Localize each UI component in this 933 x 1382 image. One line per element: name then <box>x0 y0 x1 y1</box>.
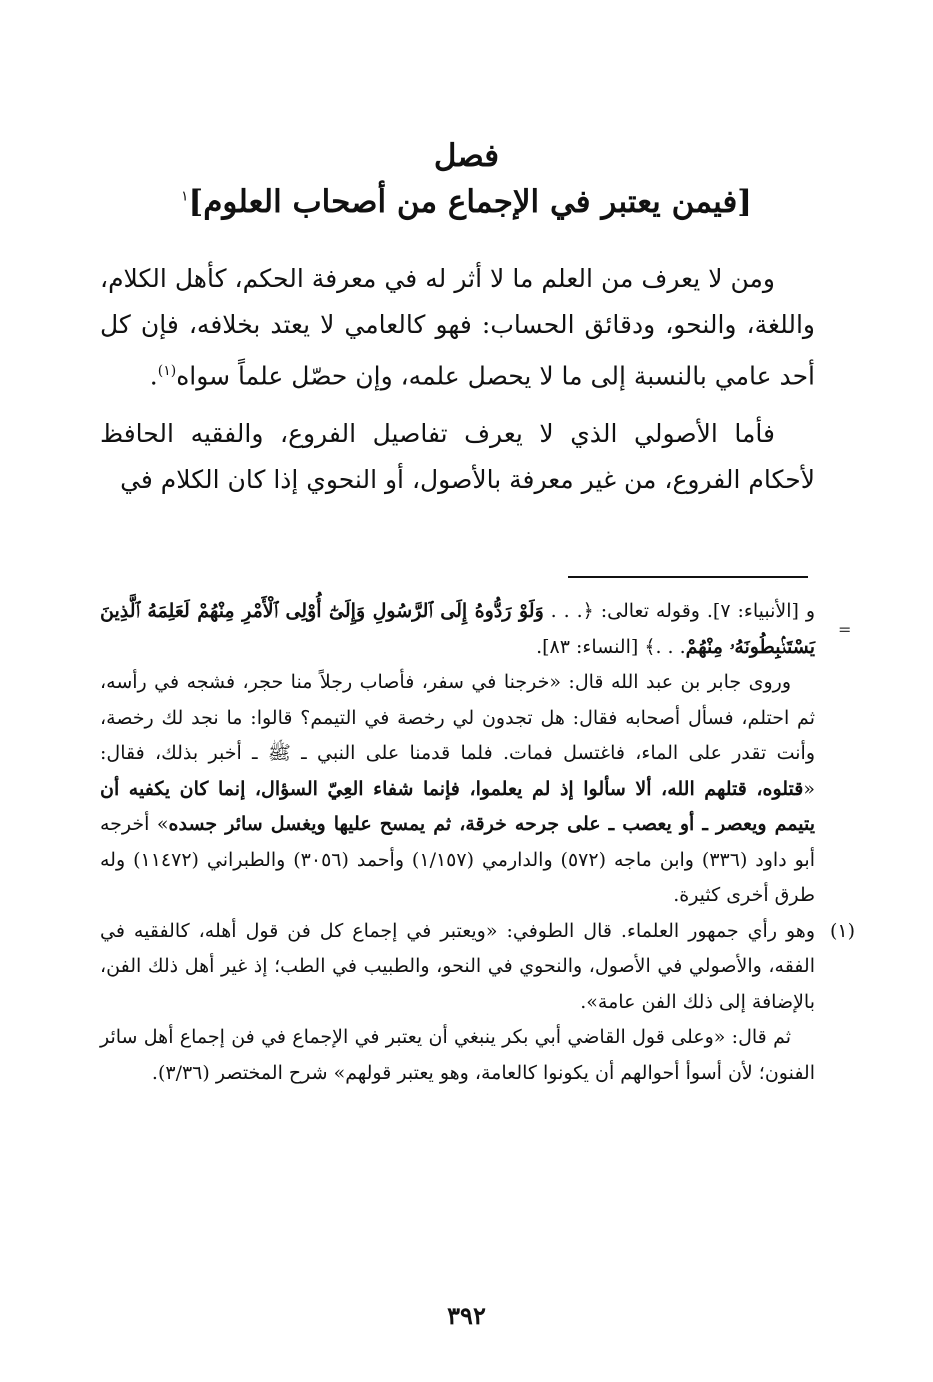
page-number: ٣٩٢ <box>447 1301 486 1330</box>
chapter-title: فصل <box>433 138 500 174</box>
footnote-hadith <box>100 665 815 914</box>
footnote-separator <box>568 576 808 578</box>
paragraph-1-end: . <box>149 361 158 391</box>
quran-verse: وَلَوْ رَدُّوهُ إِلَى ٱلرَّسُولِ وَإِلَىٰٓ أُوْلِى ٱلْأَمْرِ مِنْهُمْ لَعَلِمَهُ ٱلَّذِينَ يَسْتَنۢبِطُونَهُۥ مِنْهُمْ <box>100 600 815 658</box>
footnote-1-text: وهو رأي جمهور العلماء. قال الطوفي: «ويعتبر في إجماع كل فن قول أهله، كالفقيه في الفقه، والأصولي في الأصول، والنحوي في النحو، والطبيب في الطب؛ إذ غير أهل ذلك الفن، بالإضافة إلى ذلك الفن عامة». <box>100 919 815 1013</box>
paragraph-1-text: ومن لا يعرف من العلم ما لا أثر له في معرفة الحكم، كأهل الكلام، واللغة، والنحو، ودقائق الحساب: فهو كالعامي لا يعتد بخلافه، فإن كل أحد عامي بالنسبة إلى ما لا يحصل علمه، وإن حصّل علماً سواه <box>100 264 815 391</box>
main-text <box>100 256 815 503</box>
paragraph-1 <box>100 256 815 399</box>
chapter-subtitle-text: [فيمن يعتبر في الإجماع من أصحاب العلوم] <box>188 184 752 220</box>
footnote-continuation <box>100 594 815 665</box>
footnote-1-number: (١) <box>829 919 855 942</box>
footnote-1 <box>100 914 855 1021</box>
footnote-cont-ref: . . .﴾ [النساء: ٨٣]. <box>536 635 686 658</box>
footnote-ref-1: (١) <box>157 363 177 379</box>
hadith-intro: وروى جابر بن عبد الله قال: «خرجنا في سفر، فأصاب رجلاً منا حجر، فشجه في رأسه، ثم احتلم، فسأل أصحابه فقال: هل تجدون لي رخصة في التيمم؟ قالوا: ما نجد لك رخصة، وأنت تقدر على الماء، فاغتسل فمات. فلما قدمنا على النبي ـ ﷺ ـ أخبر بذلك، فقال: « <box>100 671 815 800</box>
hadith-sources: » أخرجه أبو داود (٣٣٦) وابن ماجه (٥٧٢) والدارمي (١/١٥٧) وأحمد (٣٠٥٦) والطبراني (١١٤٧٢) وله طرق أخرى كثيرة. <box>100 813 815 906</box>
hadith-text: قتلوه، قتلهم الله، ألا سألوا إذ لم يعلموا، فإنما شفاء العِيّ السؤال، إنما كان يكفيه أن يتيمم ويعصر ـ أو يعصب ـ على جرحه خرقة، ثم يمسح عليها ويغسل سائر جسده <box>100 777 816 835</box>
chapter-subtitle <box>0 184 933 220</box>
continuation-mark: = <box>838 620 852 639</box>
subtitle-footnote-mark: ١ <box>181 188 189 205</box>
footnote-cont-start: و [الأنبياء: ٧]. وقوله تعالى: ﴿. . . <box>543 600 815 622</box>
footnotes <box>100 594 855 1091</box>
paragraph-2: فأما الأصولي الذي لا يعرف تفاصيل الفروع، والفقيه الحافظ لأحكام الفروع، من غير معرفة بالأصول، أو النحوي إذا كان الكلام في <box>100 419 815 495</box>
footnote-1-continuation: ثم قال: «وعلى قول القاضي أبي بكر ينبغي أن يعتبر في الإجماع في فن إجماع أهل سائر الفنون؛ لأن أسوأ أحوالهم أن يكونوا كالعامة، وهو يعتبر قولهم» شرح المختصر (٣/٣٦). <box>100 1026 815 1084</box>
